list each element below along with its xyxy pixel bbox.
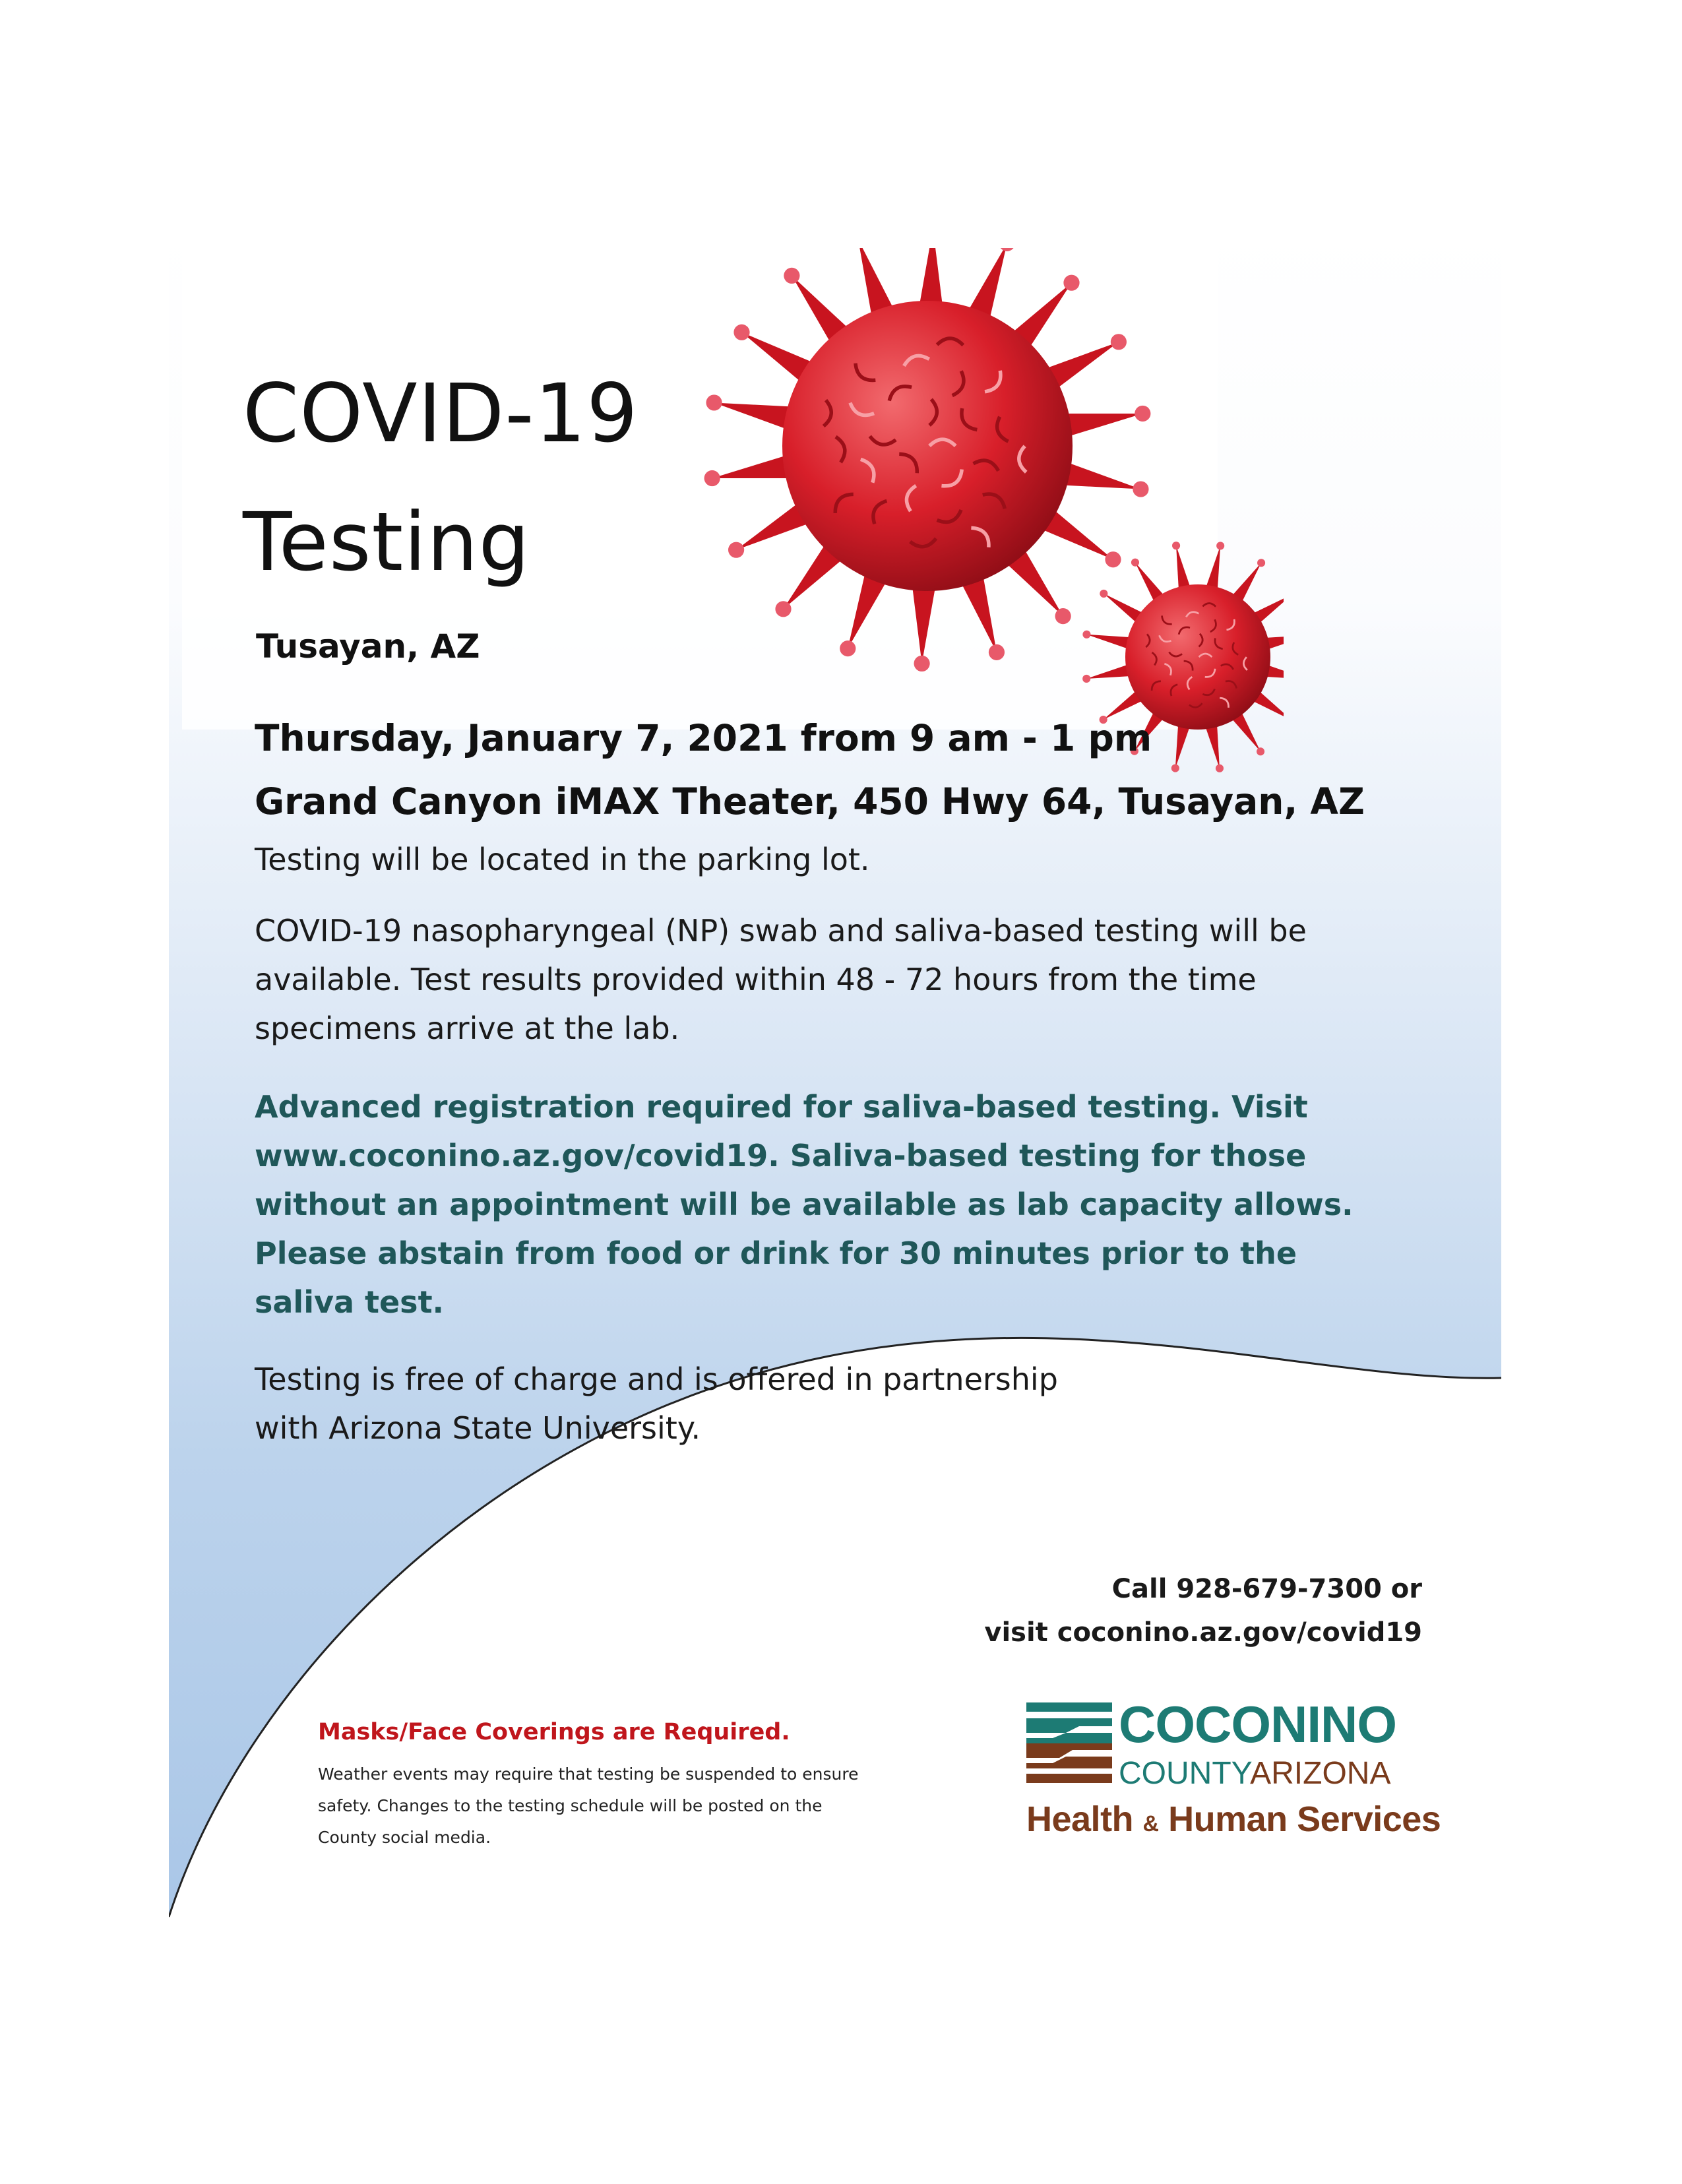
- registration-line: www.coconino.az.gov/covid19. Saliva-based testing for those: [255, 1138, 1307, 1173]
- coconino-mountain-logo: [1026, 1702, 1112, 1795]
- page-title-line-2: Testing: [243, 495, 530, 589]
- logo-name: COCONINO: [1119, 1695, 1396, 1753]
- testing-info-line: COVID-19 nasopharyngeal (NP) swab and saliva-based testing will be: [255, 913, 1307, 949]
- registration-line: without an appointment will be available as lab capacity allows.: [255, 1187, 1354, 1222]
- testing-info-line: available. Test results provided within 48 - 72 hours from the time: [255, 962, 1257, 997]
- event-datetime: Thursday, January 7, 2021 from 9 am - 1 pm: [255, 717, 1152, 759]
- contact-phone: Call 928-679-7300 or: [1111, 1574, 1422, 1604]
- partnership-note: [255, 1355, 1058, 1452]
- partnership-line: with Arizona State University.: [255, 1410, 701, 1446]
- weather-note-line: County social media.: [318, 1828, 491, 1847]
- event-venue: Grand Canyon iMAX Theater, 450 Hwy 64, Tusayan, AZ: [255, 780, 1365, 823]
- flyer: [169, 222, 1501, 1937]
- registration-line: Advanced registration required for saliva-based testing. Visit: [255, 1089, 1308, 1125]
- registration-line: saliva test.: [255, 1284, 445, 1320]
- contact-website: visit coconino.az.gov/covid19: [984, 1617, 1422, 1648]
- registration-note: [255, 1082, 1354, 1326]
- parking-note: Testing will be located in the parking lot.: [255, 842, 870, 877]
- partnership-line: Testing is free of charge and is offered in partnership: [255, 1361, 1058, 1397]
- logo-dept-b: Human Services: [1158, 1799, 1441, 1839]
- registration-line: Please abstain from food or drink for 30 minutes prior to the: [255, 1235, 1297, 1271]
- logo-dept-amp: &: [1142, 1811, 1159, 1836]
- logo-county: COUNTY: [1119, 1756, 1251, 1791]
- event-headline: [255, 706, 1365, 833]
- page-title-line-1: COVID-19: [243, 367, 639, 460]
- masks-notice: Masks/Face Coverings are Required.: [318, 1719, 790, 1745]
- testing-info: [255, 906, 1307, 1053]
- logo-department: [1026, 1801, 1441, 1837]
- logo-dept-a: Health: [1026, 1799, 1143, 1839]
- coconino-logo: [1026, 1695, 1441, 1854]
- weather-note-line: Weather events may require that testing be suspended to ensure: [318, 1764, 859, 1784]
- weather-note-line: safety. Changes to the testing schedule will be posted on the: [318, 1796, 823, 1815]
- contact-info: [984, 1567, 1422, 1654]
- weather-note: [318, 1759, 858, 1854]
- location-tag: Tusayan, AZ: [256, 627, 480, 666]
- testing-info-line: specimens arrive at the lab.: [255, 1011, 680, 1046]
- logo-state: ARIZONA: [1250, 1756, 1391, 1791]
- logo-county-line: [1119, 1758, 1390, 1790]
